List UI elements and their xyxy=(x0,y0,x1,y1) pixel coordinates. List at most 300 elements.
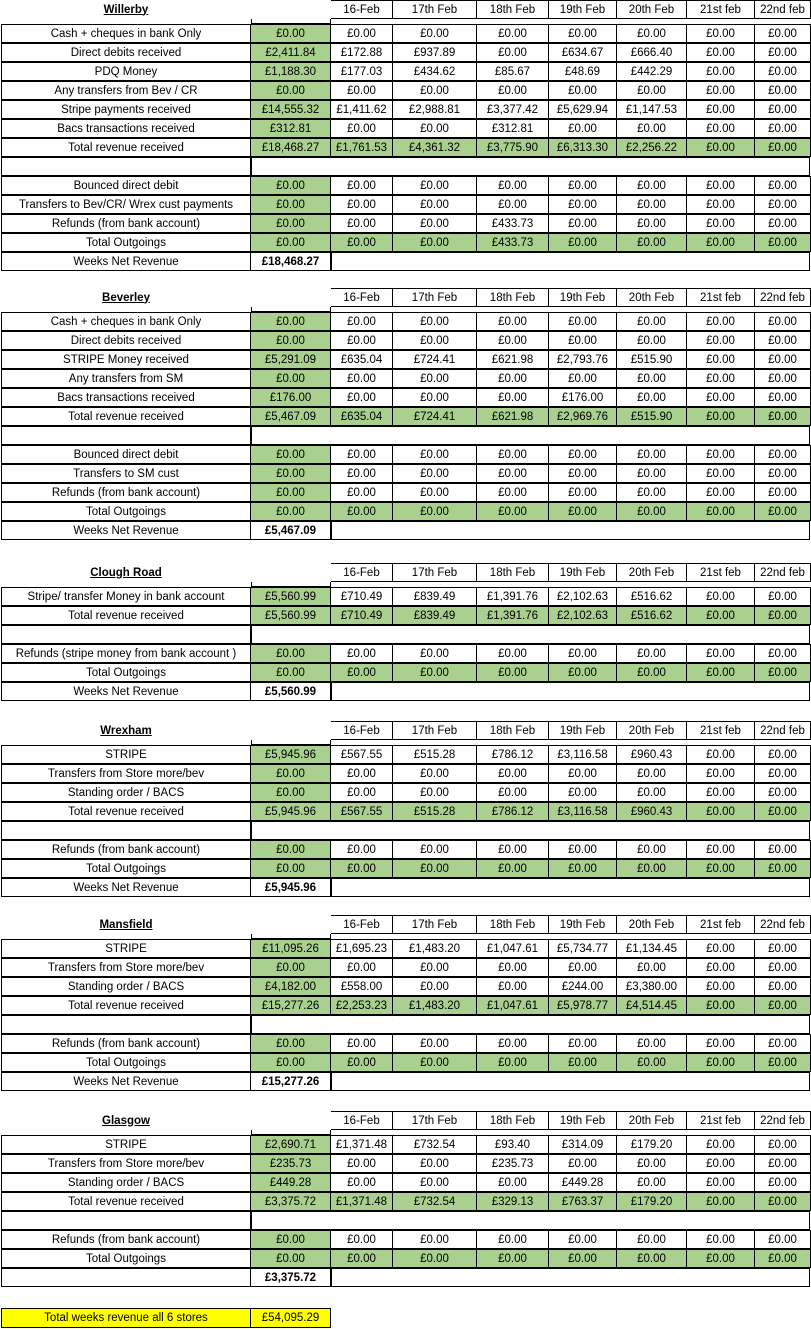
row-total[interactable]: £0.00 xyxy=(251,1053,331,1072)
day-cell[interactable]: £0.00 xyxy=(331,502,393,521)
day-cell[interactable]: £0.00 xyxy=(393,1053,477,1072)
date-header[interactable]: 22nd feb xyxy=(755,721,811,740)
blank-cell[interactable] xyxy=(251,426,810,445)
day-cell[interactable]: £515.90 xyxy=(617,350,687,369)
day-cell[interactable]: £1,047.61 xyxy=(477,939,549,958)
date-header[interactable]: 16-Feb xyxy=(331,288,393,307)
day-cell[interactable]: £1,047.61 xyxy=(477,996,549,1015)
net-value[interactable]: £5,945.96 xyxy=(251,878,331,897)
day-cell[interactable]: £0.00 xyxy=(755,43,811,62)
day-cell[interactable]: £85.67 xyxy=(477,62,549,81)
day-cell[interactable]: £179.20 xyxy=(617,1192,687,1211)
day-cell[interactable]: £0.00 xyxy=(687,214,755,233)
row-label[interactable]: STRIPE xyxy=(1,1135,251,1154)
day-cell[interactable]: £0.00 xyxy=(477,663,549,682)
day-cell[interactable]: £0.00 xyxy=(393,783,477,802)
day-cell[interactable]: £0.00 xyxy=(549,764,617,783)
day-cell[interactable]: £0.00 xyxy=(687,233,755,252)
date-header[interactable]: 19th Feb xyxy=(549,915,617,934)
day-cell[interactable]: £0.00 xyxy=(549,176,617,195)
row-label[interactable]: STRIPE xyxy=(1,745,251,764)
day-cell[interactable]: £0.00 xyxy=(755,350,811,369)
day-cell[interactable]: £0.00 xyxy=(617,1154,687,1173)
day-cell[interactable]: £0.00 xyxy=(687,783,755,802)
date-header[interactable]: 17th Feb xyxy=(393,1111,477,1130)
row-total[interactable]: £0.00 xyxy=(251,445,331,464)
row-label[interactable]: Refunds (from bank account) xyxy=(1,1230,251,1249)
row-total[interactable]: £235.73 xyxy=(251,1154,331,1173)
day-cell[interactable]: £0.00 xyxy=(755,1173,811,1192)
date-header[interactable]: 22nd feb xyxy=(755,0,811,19)
day-cell[interactable]: £0.00 xyxy=(755,81,811,100)
day-cell[interactable]: £0.00 xyxy=(687,1034,755,1053)
row-label[interactable]: Bounced direct debit xyxy=(1,176,251,195)
day-cell[interactable]: £0.00 xyxy=(755,1135,811,1154)
row-total[interactable]: £0.00 xyxy=(251,369,331,388)
date-header[interactable]: 16-Feb xyxy=(331,721,393,740)
date-header[interactable]: 20th Feb xyxy=(617,0,687,19)
row-label[interactable]: Direct debits received xyxy=(1,331,251,350)
day-cell[interactable]: £0.00 xyxy=(617,1173,687,1192)
day-cell[interactable]: £0.00 xyxy=(617,783,687,802)
row-label[interactable]: Stripe/ transfer Money in bank account xyxy=(1,587,251,606)
day-cell[interactable]: £0.00 xyxy=(755,859,811,878)
day-cell[interactable]: £0.00 xyxy=(755,606,811,625)
day-cell[interactable]: £0.00 xyxy=(687,587,755,606)
row-total[interactable]: £0.00 xyxy=(251,1230,331,1249)
day-cell[interactable]: £0.00 xyxy=(477,502,549,521)
day-cell[interactable]: £0.00 xyxy=(687,43,755,62)
day-cell[interactable]: £0.00 xyxy=(549,644,617,663)
row-label[interactable]: Total revenue received xyxy=(1,606,251,625)
blank-cell[interactable] xyxy=(251,821,810,840)
row-label[interactable]: Cash + cheques in bank Only xyxy=(1,312,251,331)
day-cell[interactable]: £0.00 xyxy=(477,783,549,802)
day-cell[interactable]: £2,102.63 xyxy=(549,606,617,625)
day-cell[interactable]: £0.00 xyxy=(617,958,687,977)
day-cell[interactable]: £0.00 xyxy=(617,483,687,502)
day-cell[interactable]: £1,761.53 xyxy=(331,138,393,157)
day-cell[interactable]: £0.00 xyxy=(331,663,393,682)
day-cell[interactable]: £93.40 xyxy=(477,1135,549,1154)
row-total[interactable]: £0.00 xyxy=(251,663,331,682)
date-header[interactable]: 19th Feb xyxy=(549,721,617,740)
row-total[interactable]: £0.00 xyxy=(251,502,331,521)
day-cell[interactable]: £0.00 xyxy=(549,214,617,233)
day-cell[interactable]: £2,102.63 xyxy=(549,587,617,606)
day-cell[interactable]: £0.00 xyxy=(755,464,811,483)
date-header[interactable]: 18th Feb xyxy=(477,288,549,307)
date-header[interactable]: 20th Feb xyxy=(617,288,687,307)
row-label[interactable]: Transfers to Bev/CR/ Wrex cust payments xyxy=(1,195,251,214)
day-cell[interactable]: £0.00 xyxy=(331,1230,393,1249)
day-cell[interactable]: £0.00 xyxy=(687,81,755,100)
day-cell[interactable]: £0.00 xyxy=(477,1053,549,1072)
day-cell[interactable]: £0.00 xyxy=(687,1230,755,1249)
day-cell[interactable]: £0.00 xyxy=(687,502,755,521)
day-cell[interactable]: £0.00 xyxy=(331,859,393,878)
day-cell[interactable]: £0.00 xyxy=(755,1192,811,1211)
day-cell[interactable]: £1,483.20 xyxy=(393,996,477,1015)
row-total[interactable]: £0.00 xyxy=(251,464,331,483)
row-total[interactable]: £5,560.99 xyxy=(251,587,331,606)
day-cell[interactable]: £0.00 xyxy=(687,958,755,977)
day-cell[interactable]: £0.00 xyxy=(617,840,687,859)
row-total[interactable]: £0.00 xyxy=(251,195,331,214)
day-cell[interactable]: £0.00 xyxy=(617,464,687,483)
row-total[interactable]: £2,690.71 xyxy=(251,1135,331,1154)
day-cell[interactable]: £0.00 xyxy=(687,483,755,502)
row-label[interactable]: Refunds (from bank account) xyxy=(1,483,251,502)
day-cell[interactable]: £839.49 xyxy=(393,606,477,625)
day-cell[interactable]: £0.00 xyxy=(687,606,755,625)
day-cell[interactable]: £0.00 xyxy=(331,840,393,859)
row-total[interactable]: £0.00 xyxy=(251,24,331,43)
day-cell[interactable]: £179.20 xyxy=(617,1135,687,1154)
row-label[interactable]: Total Outgoings xyxy=(1,233,251,252)
day-cell[interactable]: £0.00 xyxy=(687,407,755,426)
day-cell[interactable]: £0.00 xyxy=(549,1230,617,1249)
day-cell[interactable]: £0.00 xyxy=(331,1034,393,1053)
date-header[interactable]: 21st feb xyxy=(687,563,755,582)
day-cell[interactable]: £732.54 xyxy=(393,1135,477,1154)
day-cell[interactable]: £0.00 xyxy=(477,24,549,43)
day-cell[interactable]: £0.00 xyxy=(477,644,549,663)
blank-cell[interactable] xyxy=(251,1015,810,1034)
day-cell[interactable]: £0.00 xyxy=(687,802,755,821)
day-cell[interactable]: £0.00 xyxy=(687,644,755,663)
day-cell[interactable]: £0.00 xyxy=(755,1034,811,1053)
row-label[interactable]: STRIPE Money received xyxy=(1,350,251,369)
date-header[interactable]: 17th Feb xyxy=(393,563,477,582)
day-cell[interactable]: £0.00 xyxy=(477,195,549,214)
net-label[interactable]: Weeks Net Revenue xyxy=(1,682,251,701)
row-label[interactable]: Total Outgoings xyxy=(1,663,251,682)
blank-cell[interactable] xyxy=(1,625,251,644)
net-label[interactable]: Weeks Net Revenue xyxy=(1,521,251,540)
date-header[interactable]: 19th Feb xyxy=(549,563,617,582)
day-cell[interactable]: £0.00 xyxy=(687,445,755,464)
date-header[interactable]: 16-Feb xyxy=(331,563,393,582)
row-total[interactable]: £0.00 xyxy=(251,859,331,878)
day-cell[interactable]: £0.00 xyxy=(755,745,811,764)
date-header[interactable]: 18th Feb xyxy=(477,915,549,934)
net-label[interactable] xyxy=(1,1268,251,1287)
blank-cell[interactable] xyxy=(251,157,810,176)
day-cell[interactable]: £0.00 xyxy=(755,1249,811,1268)
day-cell[interactable]: £0.00 xyxy=(755,407,811,426)
day-cell[interactable]: £5,978.77 xyxy=(549,996,617,1015)
day-cell[interactable]: £786.12 xyxy=(477,802,549,821)
day-cell[interactable]: £0.00 xyxy=(477,176,549,195)
date-header[interactable]: 16-Feb xyxy=(331,1111,393,1130)
day-cell[interactable]: £48.69 xyxy=(549,62,617,81)
day-cell[interactable]: £635.04 xyxy=(331,350,393,369)
row-total[interactable]: £5,467.09 xyxy=(251,407,331,426)
day-cell[interactable]: £0.00 xyxy=(331,369,393,388)
row-total[interactable]: £0.00 xyxy=(251,331,331,350)
day-cell[interactable]: £0.00 xyxy=(331,1053,393,1072)
date-header[interactable]: 20th Feb xyxy=(617,1111,687,1130)
day-cell[interactable]: £0.00 xyxy=(755,214,811,233)
day-cell[interactable]: £434.62 xyxy=(393,62,477,81)
row-label[interactable]: Total Outgoings xyxy=(1,859,251,878)
day-cell[interactable]: £0.00 xyxy=(687,996,755,1015)
day-cell[interactable]: £0.00 xyxy=(687,138,755,157)
net-value[interactable]: £18,468.27 xyxy=(251,252,331,271)
net-label[interactable]: Weeks Net Revenue xyxy=(1,878,251,897)
row-total[interactable]: £0.00 xyxy=(251,764,331,783)
day-cell[interactable]: £0.00 xyxy=(755,663,811,682)
day-cell[interactable]: £1,147.53 xyxy=(617,100,687,119)
day-cell[interactable]: £6,313.30 xyxy=(549,138,617,157)
day-cell[interactable]: £558.00 xyxy=(331,977,393,996)
row-label[interactable]: Total revenue received xyxy=(1,1192,251,1211)
date-header[interactable]: 18th Feb xyxy=(477,563,549,582)
net-label[interactable]: Weeks Net Revenue xyxy=(1,252,251,271)
day-cell[interactable]: £0.00 xyxy=(393,1249,477,1268)
day-cell[interactable]: £0.00 xyxy=(755,176,811,195)
day-cell[interactable]: £839.49 xyxy=(393,587,477,606)
day-cell[interactable]: £0.00 xyxy=(687,176,755,195)
day-cell[interactable]: £0.00 xyxy=(755,939,811,958)
day-cell[interactable]: £0.00 xyxy=(755,369,811,388)
day-cell[interactable]: £0.00 xyxy=(477,859,549,878)
day-cell[interactable]: £0.00 xyxy=(617,1053,687,1072)
day-cell[interactable]: £0.00 xyxy=(617,663,687,682)
day-cell[interactable]: £0.00 xyxy=(755,1230,811,1249)
day-cell[interactable]: £4,514.45 xyxy=(617,996,687,1015)
date-header[interactable]: 20th Feb xyxy=(617,721,687,740)
day-cell[interactable]: £0.00 xyxy=(687,840,755,859)
day-cell[interactable]: £0.00 xyxy=(331,464,393,483)
day-cell[interactable]: £0.00 xyxy=(617,764,687,783)
row-total[interactable]: £15,277.26 xyxy=(251,996,331,1015)
day-cell[interactable]: £0.00 xyxy=(393,1173,477,1192)
date-header[interactable]: 17th Feb xyxy=(393,915,477,934)
date-header[interactable]: 22nd feb xyxy=(755,288,811,307)
day-cell[interactable]: £621.98 xyxy=(477,407,549,426)
day-cell[interactable]: £0.00 xyxy=(687,1135,755,1154)
day-cell[interactable]: £0.00 xyxy=(617,1249,687,1268)
date-header[interactable]: 21st feb xyxy=(687,0,755,19)
row-total[interactable]: £0.00 xyxy=(251,214,331,233)
day-cell[interactable]: £4,361.32 xyxy=(393,138,477,157)
day-cell[interactable]: £0.00 xyxy=(755,502,811,521)
blank-cell[interactable] xyxy=(1,157,251,176)
day-cell[interactable]: £0.00 xyxy=(755,119,811,138)
day-cell[interactable]: £0.00 xyxy=(331,958,393,977)
row-label[interactable]: Bacs transactions received xyxy=(1,388,251,407)
day-cell[interactable]: £176.00 xyxy=(549,388,617,407)
day-cell[interactable]: £0.00 xyxy=(755,1053,811,1072)
row-total[interactable]: £5,945.96 xyxy=(251,745,331,764)
day-cell[interactable]: £0.00 xyxy=(687,100,755,119)
date-header[interactable]: 20th Feb xyxy=(617,563,687,582)
day-cell[interactable]: £0.00 xyxy=(549,1053,617,1072)
day-cell[interactable]: £0.00 xyxy=(549,958,617,977)
date-header[interactable]: 22nd feb xyxy=(755,563,811,582)
day-cell[interactable]: £0.00 xyxy=(331,233,393,252)
day-cell[interactable]: £0.00 xyxy=(617,1230,687,1249)
date-header[interactable]: 18th Feb xyxy=(477,721,549,740)
day-cell[interactable]: £0.00 xyxy=(549,24,617,43)
day-cell[interactable]: £724.41 xyxy=(393,350,477,369)
day-cell[interactable]: £0.00 xyxy=(393,1154,477,1173)
day-cell[interactable]: £634.67 xyxy=(549,43,617,62)
row-total[interactable]: £0.00 xyxy=(251,233,331,252)
day-cell[interactable]: £0.00 xyxy=(549,81,617,100)
row-total[interactable]: £2,411.84 xyxy=(251,43,331,62)
day-cell[interactable]: £0.00 xyxy=(393,464,477,483)
day-cell[interactable]: £0.00 xyxy=(477,1230,549,1249)
day-cell[interactable]: £0.00 xyxy=(687,195,755,214)
row-label[interactable]: Refunds (stripe money from bank account ) xyxy=(1,644,251,663)
date-header[interactable]: 19th Feb xyxy=(549,1111,617,1130)
day-cell[interactable]: £0.00 xyxy=(393,24,477,43)
day-cell[interactable]: £0.00 xyxy=(331,1154,393,1173)
day-cell[interactable]: £0.00 xyxy=(331,195,393,214)
day-cell[interactable]: £0.00 xyxy=(331,312,393,331)
row-label[interactable]: STRIPE xyxy=(1,939,251,958)
row-total[interactable]: £312.81 xyxy=(251,119,331,138)
day-cell[interactable]: £0.00 xyxy=(617,1034,687,1053)
day-cell[interactable]: £0.00 xyxy=(687,350,755,369)
day-cell[interactable]: £0.00 xyxy=(687,764,755,783)
day-cell[interactable]: £0.00 xyxy=(549,233,617,252)
day-cell[interactable]: £0.00 xyxy=(617,312,687,331)
day-cell[interactable]: £0.00 xyxy=(687,663,755,682)
day-cell[interactable]: £0.00 xyxy=(477,1173,549,1192)
day-cell[interactable]: £0.00 xyxy=(687,388,755,407)
day-cell[interactable]: £0.00 xyxy=(687,331,755,350)
day-cell[interactable]: £0.00 xyxy=(687,62,755,81)
day-cell[interactable]: £0.00 xyxy=(393,81,477,100)
day-cell[interactable]: £2,969.76 xyxy=(549,407,617,426)
date-header[interactable]: 22nd feb xyxy=(755,915,811,934)
date-header[interactable]: 20th Feb xyxy=(617,915,687,934)
day-cell[interactable]: £0.00 xyxy=(755,483,811,502)
day-cell[interactable]: £0.00 xyxy=(617,24,687,43)
day-cell[interactable]: £0.00 xyxy=(755,644,811,663)
day-cell[interactable]: £2,256.22 xyxy=(617,138,687,157)
row-label[interactable]: Total revenue received xyxy=(1,802,251,821)
day-cell[interactable]: £0.00 xyxy=(331,644,393,663)
day-cell[interactable]: £0.00 xyxy=(617,859,687,878)
day-cell[interactable]: £0.00 xyxy=(477,81,549,100)
row-label[interactable]: Total Outgoings xyxy=(1,502,251,521)
net-value[interactable]: £5,467.09 xyxy=(251,521,331,540)
day-cell[interactable]: £0.00 xyxy=(393,663,477,682)
row-label[interactable]: Direct debits received xyxy=(1,43,251,62)
day-cell[interactable]: £0.00 xyxy=(549,445,617,464)
day-cell[interactable]: £666.40 xyxy=(617,43,687,62)
day-cell[interactable]: £0.00 xyxy=(549,331,617,350)
day-cell[interactable]: £0.00 xyxy=(477,840,549,859)
day-cell[interactable]: £0.00 xyxy=(687,745,755,764)
day-cell[interactable]: £0.00 xyxy=(755,783,811,802)
day-cell[interactable]: £0.00 xyxy=(549,502,617,521)
row-label[interactable]: Transfers from Store more/bev xyxy=(1,1154,251,1173)
row-label[interactable]: Total revenue received xyxy=(1,996,251,1015)
row-label[interactable]: Refunds (from bank account) xyxy=(1,1034,251,1053)
row-label[interactable]: Cash + cheques in bank Only xyxy=(1,24,251,43)
day-cell[interactable]: £0.00 xyxy=(617,176,687,195)
day-cell[interactable]: £0.00 xyxy=(549,1154,617,1173)
day-cell[interactable]: £0.00 xyxy=(549,195,617,214)
day-cell[interactable]: £177.03 xyxy=(331,62,393,81)
date-header[interactable]: 21st feb xyxy=(687,721,755,740)
date-header[interactable]: 18th Feb xyxy=(477,1111,549,1130)
day-cell[interactable]: £0.00 xyxy=(687,859,755,878)
day-cell[interactable]: £515.28 xyxy=(393,745,477,764)
day-cell[interactable]: £0.00 xyxy=(477,764,549,783)
day-cell[interactable]: £2,793.76 xyxy=(549,350,617,369)
day-cell[interactable]: £710.49 xyxy=(331,606,393,625)
day-cell[interactable]: £0.00 xyxy=(617,369,687,388)
day-cell[interactable]: £244.00 xyxy=(549,977,617,996)
row-total[interactable]: £5,291.09 xyxy=(251,350,331,369)
row-label[interactable]: Any transfers from SM xyxy=(1,369,251,388)
net-label[interactable]: Weeks Net Revenue xyxy=(1,1072,251,1091)
day-cell[interactable]: £0.00 xyxy=(393,764,477,783)
blank-cell[interactable] xyxy=(1,1211,251,1230)
row-total[interactable]: £0.00 xyxy=(251,312,331,331)
day-cell[interactable]: £0.00 xyxy=(393,644,477,663)
day-cell[interactable]: £567.55 xyxy=(331,802,393,821)
date-header[interactable]: 18th Feb xyxy=(477,0,549,19)
day-cell[interactable]: £0.00 xyxy=(477,312,549,331)
row-label[interactable]: Bacs transactions received xyxy=(1,119,251,138)
day-cell[interactable]: £0.00 xyxy=(687,939,755,958)
day-cell[interactable]: £0.00 xyxy=(331,388,393,407)
grand-total-value[interactable]: £54,095.29 xyxy=(251,1308,331,1328)
row-label[interactable]: Standing order / BACS xyxy=(1,977,251,996)
day-cell[interactable]: £0.00 xyxy=(687,1192,755,1211)
blank-cell[interactable] xyxy=(1,821,251,840)
row-total[interactable]: £0.00 xyxy=(251,840,331,859)
net-value[interactable]: £5,560.99 xyxy=(251,682,331,701)
date-header[interactable]: 19th Feb xyxy=(549,288,617,307)
row-total[interactable]: £1,188.30 xyxy=(251,62,331,81)
day-cell[interactable]: £0.00 xyxy=(617,644,687,663)
day-cell[interactable]: £0.00 xyxy=(393,1230,477,1249)
day-cell[interactable]: £1,411.62 xyxy=(331,100,393,119)
day-cell[interactable]: £937.89 xyxy=(393,43,477,62)
day-cell[interactable]: £3,116.58 xyxy=(549,745,617,764)
day-cell[interactable]: £0.00 xyxy=(393,1034,477,1053)
row-label[interactable]: Total Outgoings xyxy=(1,1249,251,1268)
day-cell[interactable]: £433.73 xyxy=(477,214,549,233)
day-cell[interactable]: £0.00 xyxy=(687,1249,755,1268)
row-label[interactable]: Refunds (from bank account) xyxy=(1,214,251,233)
day-cell[interactable]: £3,116.58 xyxy=(549,802,617,821)
row-total[interactable]: £0.00 xyxy=(251,958,331,977)
day-cell[interactable]: £0.00 xyxy=(755,100,811,119)
day-cell[interactable]: £732.54 xyxy=(393,1192,477,1211)
row-label[interactable]: Transfers from Store more/bev xyxy=(1,764,251,783)
day-cell[interactable]: £0.00 xyxy=(687,977,755,996)
day-cell[interactable]: £0.00 xyxy=(393,195,477,214)
day-cell[interactable]: £0.00 xyxy=(331,214,393,233)
day-cell[interactable]: £0.00 xyxy=(755,331,811,350)
day-cell[interactable]: £0.00 xyxy=(393,119,477,138)
row-label[interactable]: Transfers from Store more/bev xyxy=(1,958,251,977)
row-label[interactable]: Stripe payments received xyxy=(1,100,251,119)
day-cell[interactable]: £0.00 xyxy=(687,1154,755,1173)
row-total[interactable]: £4,182.00 xyxy=(251,977,331,996)
day-cell[interactable]: £0.00 xyxy=(393,312,477,331)
